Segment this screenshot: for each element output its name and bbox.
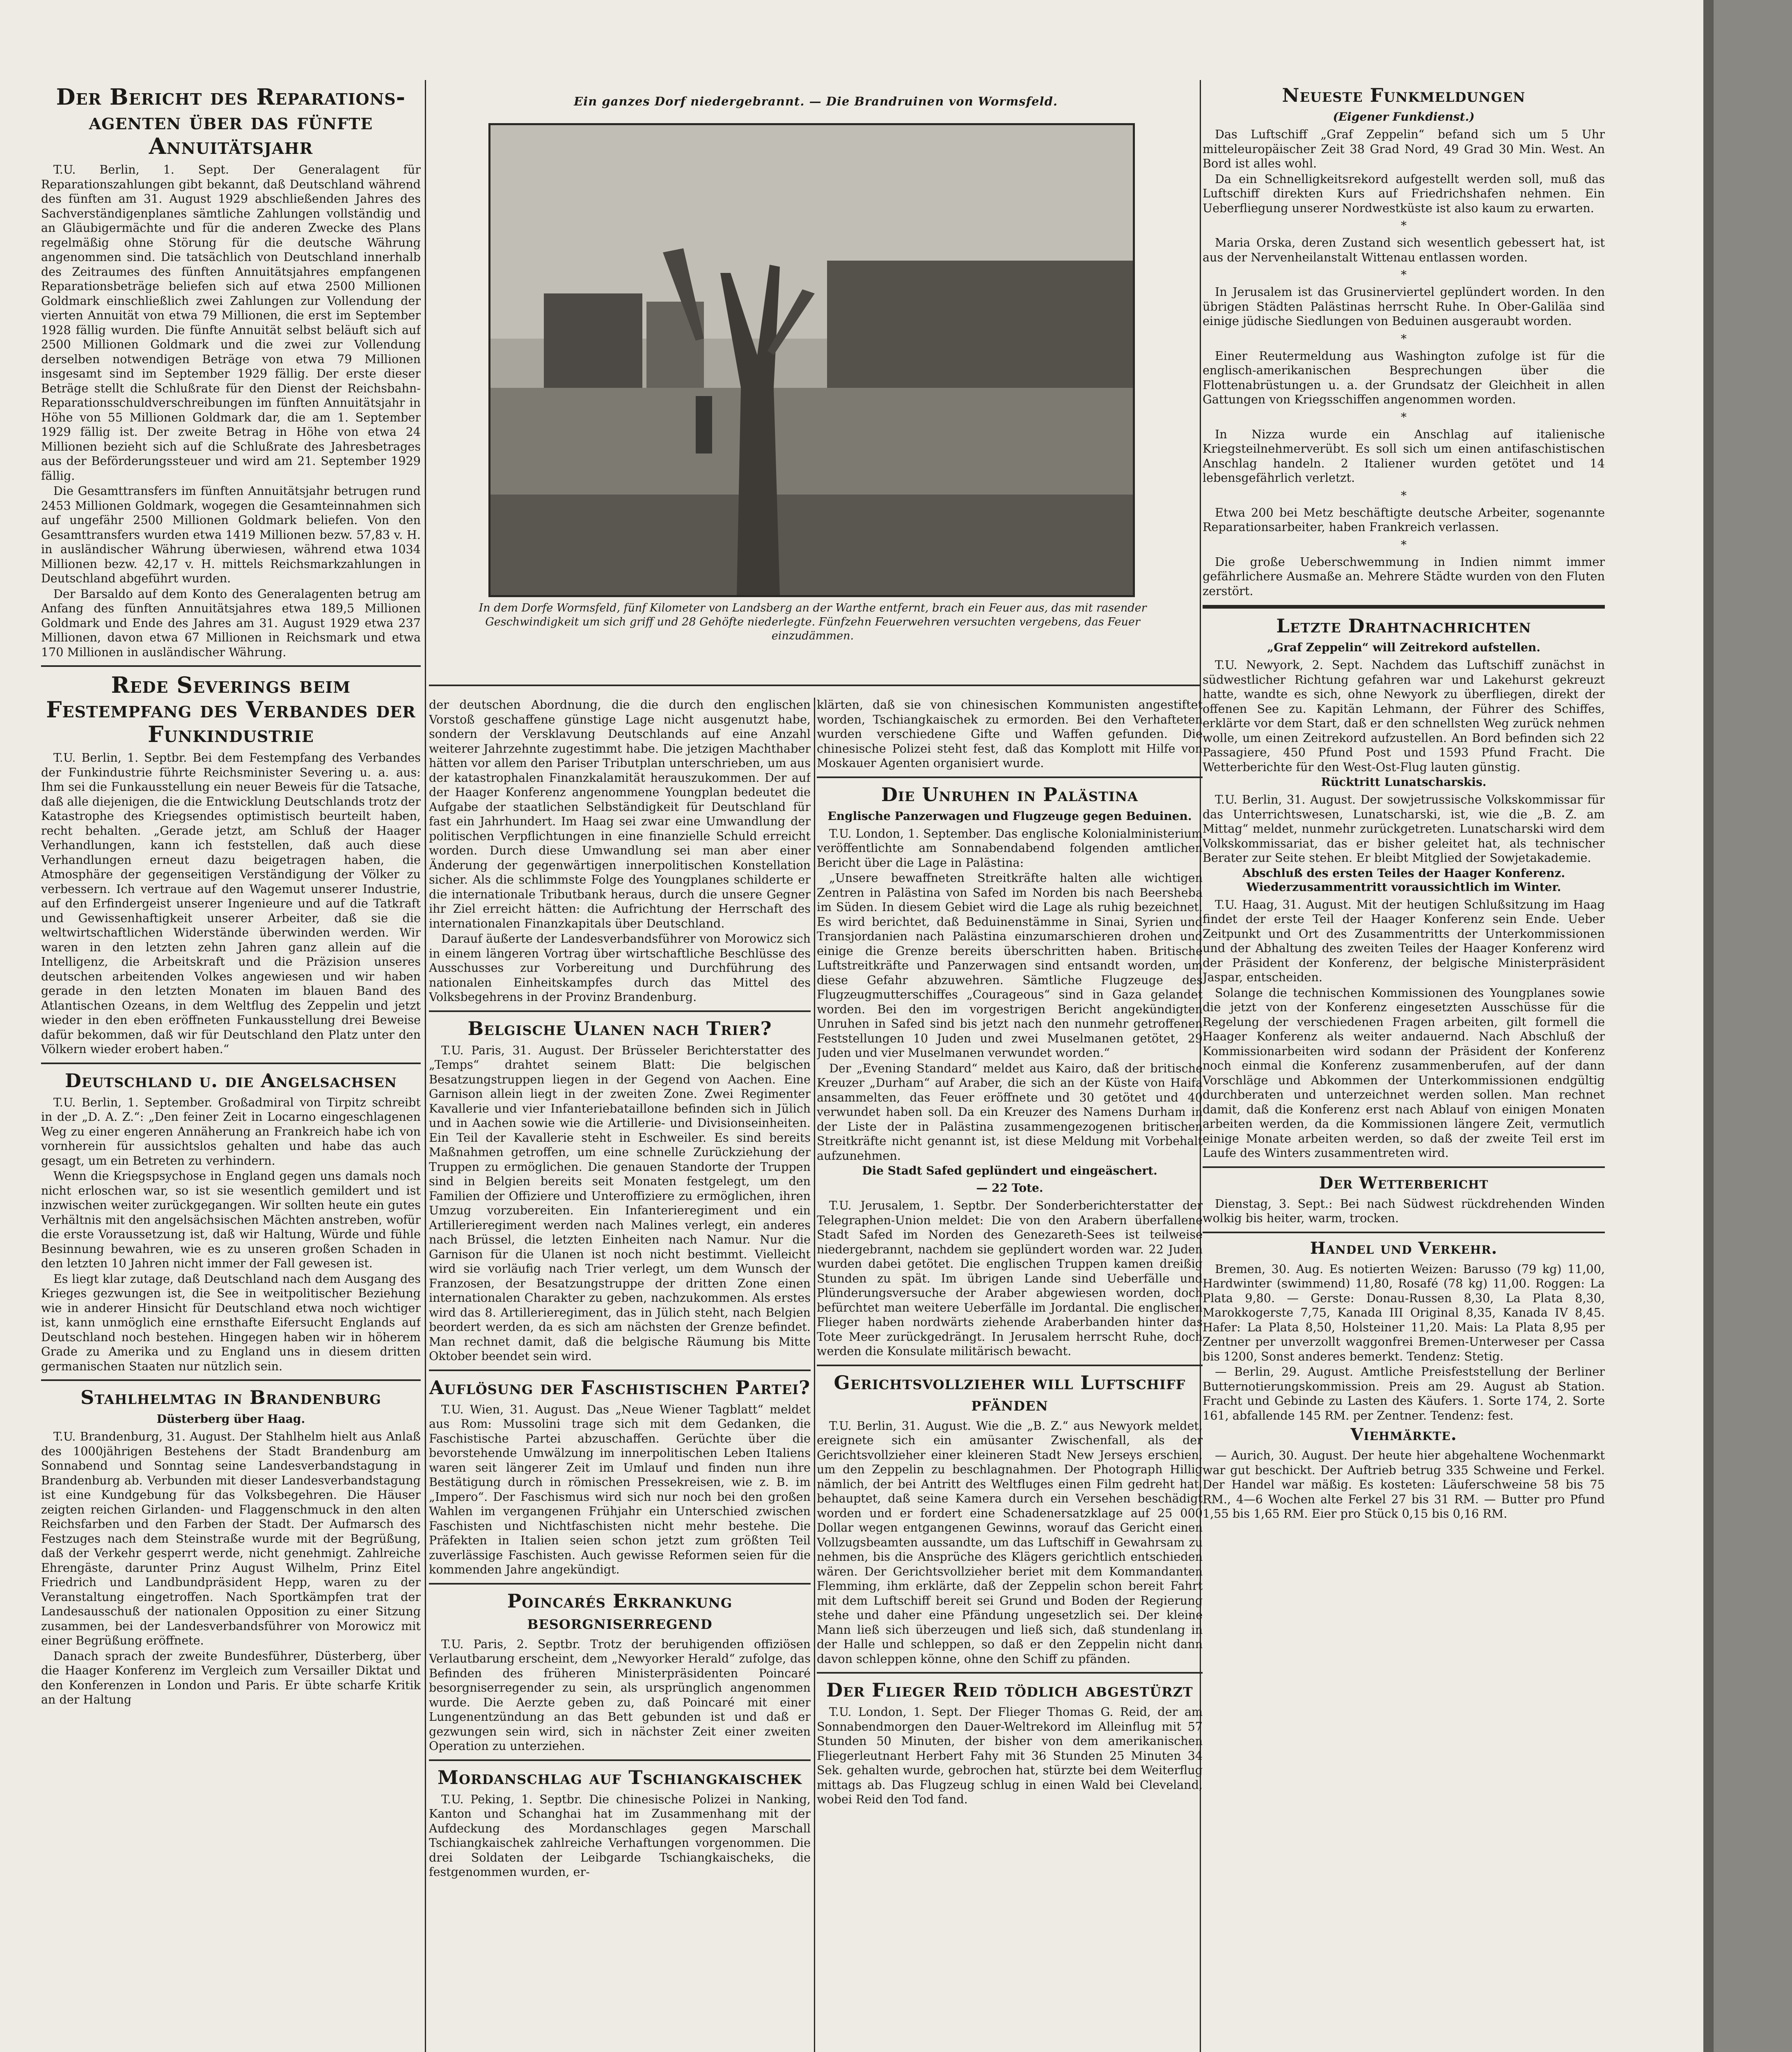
rule — [1203, 1166, 1605, 1168]
article-text: T.U. Peking, 1. Septbr. Die chinesische Polizei in Nanking, Kanton und Schanghai hat im Zusammenhang mit der Aufdeckung des Mordanschlages gegen Marschall Tschiangkaischek zahlreiche Verhaftungen vorgenommen. Die drei Soldaten der Leibgarde Tschiangkaischeks, die festgenommen wurden, er- — [429, 1792, 811, 1879]
article-text: T.U. Berlin, 31. August. Der sowjetrussische Volkskommissar für das Unterrichtswesen, Lunatscharski, ist, wie die „B. Z. am Mittag“ meldet, nunmehr zurückgetreten. Lunatscharski wird dem Volkskommissariat, das er bisher geleitet hat, als technischer Berater zur Seite stehen. Er bleibt Mitglied der Sowjetakademie. — [1203, 792, 1605, 865]
rule — [429, 1370, 811, 1371]
column-3 — [817, 698, 1203, 2052]
headline-belgische-ulanen: Belgische Ulanen nach Trier? — [467, 1017, 772, 1040]
subheadline: Abschluß des ersten Teiles der Haager Konferenz. Wiederzusammentritt voraussichtlich im Winter. — [1242, 866, 1565, 894]
article-text: T.U. London, 1. Sept. Der Flieger Thomas G. Reid, der am Sonnabendmorgen den Dauer-Weltrekord im Alleinflug mit 57 Stunden 50 Minuten, der bisher von dem amerikanischen Fliegerleutnant Herbert Fahy mit 36 Stunden 25 Minuten 34 Sek. gehalten wurde, gebrochen hat, stürzte bei dem Weiterflug mittags ab. Das Flugzeug schlug in einen Wald bei Cleveland, wobei Reid den Tod fand. — [817, 1705, 1203, 1806]
headline-luftschiff-pfaenden: Gerichtsvollzieher will Luftschiff pfänden — [834, 1371, 1186, 1415]
article-text: T.U. Jerusalem, 1. Septbr. Der Sonderberichterstatter der Telegraphen-Union meldet: Die von den Arabern überfallene Stadt Safed im Norden des Genezareth-Sees ist teilweise niedergebrannt, nachdem sie geplündert worden war. 22 Juden wurden dabei getötet. Die englischen Truppen kamen dreißig Stunden zu spät. Im übrigen Lande sind Ueberfälle und Plünderungsversuche der Araber abgewiesen worden, doch befürchtet man weitere Ueberfälle im Jordantal. Die englischen Flieger haben nordwärts ziehende Araberbanden hinter das Tote Meer zurückgedrängt. In Jerusalem herrscht Ruhe, doch werden die Konsulate militärisch bewacht. — [817, 1198, 1203, 1358]
headline-funkmeldungen: Neueste Funkmeldungen — [1282, 84, 1526, 106]
rule — [41, 665, 421, 667]
rule — [429, 1010, 811, 1012]
article-text: T.U. Berlin, 1. September. Großadmiral von Tirpitz schreibt in der „D. A. Z.“: „Den feiner Zeit in Locarno eingeschlagenen Weg zu einer engeren Annäherung an Frankreich habe ich von vornherein für aussichtslos gehalten und habe das auch gesagt, um ein Betreten zu verhindern. — [41, 1095, 421, 1168]
article-text: „Unsere bewaffneten Streitkräfte halten alle wichtigen Zentren in Palästina von Safed im Norden bis nach Beersheba im Süden. In diesem Gebiet wird die Lage als ruhig bezeichnet. Es wird berichtet, daß Beduinenstämme in Sinai, Syrien und Transjordanien nach Palästina einzumarschieren drohen und einige die Grenze bereits überschritten haben. Britische Luftstreitkräfte und Panzerwagen sind entsandt worden, um diese Gefahr abzuwehren. Sämtliche Flugzeuge des Flugzeugmutterschiffes „Courageous“ sind in Gaza gelandet worden. Bei den im vorgestrigen Bericht angekündigten Unruhen in Safed sind bis jetzt nach den nunmehr getroffenen Feststellungen 10 Juden und zwei Muselmanen getötet, 29 Juden und vier Muselmanen verwundet worden.“ — [817, 871, 1203, 1060]
headline-stahlhelmtag: Stahlhelmtag in Brandenburg — [80, 1386, 381, 1408]
article-text: der deutschen Abordnung, die die durch den englischen Vorstoß geschaffene günstige Lage nicht ausgenutzt habe, sondern der Versklavung Deutschlands auf eine Anzahl weiterer Jahrzehnte zugestimmt habe. Die jetzigen Machthaber hätten vor allem den Pariser Tributplan unterschrieben, um aus der katastrophalen Finanzkalamität herauszukommen. Der auf der Haager Konferenz angenommene Youngplan bedeutet die Aufgabe der staatlichen Selbständigkeit für Deutschland für fast ein Jahrhundert. Im Haag sei zwar eine Umwandlung der politischen Verpflichtungen in eine finanzielle Schuld erreicht worden. Durch diese Umwandlung sei man aber einer Änderung der gegenwärtigen innerpolitischen Konstellation sicher. Als die schlimmste Folge des Youngplanes schilderte er die internationale Tributbank heraus, durch die unsere Gegner ihr Ziel erreicht hätten: die Aufrichtung der Herrschaft des internationalen Finanzkapitals über Deutschland. — [429, 698, 811, 930]
subheadline: Die Stadt Safed geplündert und eingeäschert. — [862, 1164, 1157, 1177]
column-2 — [429, 698, 811, 2052]
photo-headline: Ein ganzes Dorf niedergebrannt. — Die Brandruinen von Wormsfeld. — [574, 94, 1058, 108]
subheadline: Düsterberg über Haag. — [156, 1412, 305, 1426]
separator-star: * — [1401, 268, 1407, 282]
article-text: T.U. Berlin, 1. Sept. Der Generalagent für Reparationszahlungen gibt bekannt, daß Deutschland während des fünften am 31. August 1929 abschließenden Jahres des Sachverständigenplanes sämtliche Zahlungen vollständig und an Gläubigermächte und für die anderen Zwecke des Plans regelmäßig ohne Störung für die deutsche Währung angenommen sind. Die tatsächlich von Deutschland innerhalb des Zeitraumes des fünften Annuitätsjahres empfangenen Reparationsbeträge beliefen sich auf etwa 2500 Millionen Goldmark einschließlich zwei Zahlungen zur Vollendung der vierten Annuität von etwa 79 Millionen, die erst im September 1928 fällig wurden. Die fünfte Annuität selbst beläuft sich auf 2500 Millionen Goldmark und die zwei zur Vollendung derselben notwendigen Beträge von etwa 79 Millionen insgesamt sind im September 1929 fällig. Der erste dieser Beträge stellt die Schlußrate für den Dienst der Reichsbahn-Reparationsschuldverschreibungen im fünften Annuitätsjahr in Höhe von 55 Millionen Goldmark dar, die am 1. September 1929 fällig ist. Der zweite Betrag in Höhe von etwa 24 Millionen bezieht sich auf die Schlußrate des Jahresbetrages aus der Beförderungssteuer und wird am 21. September 1929 fällig. — [41, 163, 421, 483]
market-report: — Berlin, 29. August. Amtliche Preisfeststellung der Berliner Butternotierungskommission. Preis am 29. August ab Station. Fracht und Gebinde zu Lasten des Käufers. 1. Sorte 174, 2. Sorte 161, abfallende 145 RM. per Zentner. Tendenz: fest. — [1203, 1365, 1605, 1422]
subheadline: (Eigener Funkdienst.) — [1333, 110, 1475, 124]
headline-viehmaerkte: Viehmärkte. — [1350, 1425, 1457, 1444]
subheadline: „Graf Zeppelin“ will Zeitrekord aufstellen. — [1267, 641, 1540, 654]
article-text: klärten, daß sie von chinesischen Kommunisten angestiftet worden, Tschiangkaischek zu ermorden. Bei den Verhafteten wurden verschiedene Gifte und Waffen gefunden. Die chinesische Polizei steht fest, daß das Komplott mit Hilfe von Moskauer Agenten organisiert wurde. — [817, 698, 1203, 770]
rule — [817, 1365, 1203, 1366]
article-text: Dienstag, 3. Sept.: Bei nach Südwest rückdrehenden Winden wolkig bis heiter, warm, trocken. — [1203, 1196, 1605, 1225]
headline-poincare: Poincarés Erkrankung besorgniserregend — [507, 1589, 733, 1633]
photo-illustration — [490, 125, 1133, 595]
article-text: Solange die technischen Kommissionen des Youngplanes sowie die jetzt von der Konferenz eingesetzten Ausschüsse für die Regelung der verschiedenen Fragen arbeiten, gilt formell die Haager Konferenz als weiter andauernd. Nach Abschluß der Kommissionarbeiten wird sodann der Präsident der Konferenz noch einmal die Konferenz zusammenberufen, auf der dann Vorschläge und Abkommen der Unterkommissionen endgültig durchberaten und unterzeichnet werden sollen. Man rechnet damit, daß die Konferenz erst nach Ablauf von einigen Monaten arbeiten werden, da die Kommissionen längere Zeit, vermutlich einige Monate arbeiten werden, so daß der zweite Teil erst im Laufe des Winters zusammentreten wird. — [1203, 985, 1605, 1160]
rule — [41, 1063, 421, 1064]
rule — [429, 1759, 811, 1761]
article-text: T.U. Brandenburg, 31. August. Der Stahlhelm hielt aus Anlaß des 1000jährigen Bestehens der Stadt Brandenburg am Sonnabend und Sonntag seine Landesverbandstagung in Brandenburg ab. Verbunden mit dieser Landesverbandstagung ist eine Kundgebung für das Volksbegehren. Die Häuser zeigten reichen Girlanden- und Flaggenschmuck in den alten Reichsfarben und den Farben der Stadt. Der Aufmarsch des Festzuges nach dem Steinstraße wurde mit der Begrüßung, daß der Verkehr gesperrt werde, nicht genehmigt. Zahlreiche Ehrengäste, darunter Prinz August Wilhelm, Prinz Eitel Friedrich und Landbundpräsident Hepp, waren zu der Veranstaltung eingetroffen. Nach Sportkämpfen trat der Landesausschuß der nationalen Opposition zu einer Sitzung zusammen, bei der Landesverbandsführer von Morowicz mit einer Begrüßung eröffnete. — [41, 1429, 421, 1647]
separator-star: * — [1401, 332, 1407, 346]
headline-reparations: Der Bericht des Reparations-agenten über das fünfte Annuitätsjahr — [56, 84, 406, 159]
subheadline: — 22 Tote. — [976, 1181, 1043, 1195]
separator-star: * — [1401, 488, 1407, 502]
article-text: T.U. Berlin, 1. Septbr. Bei dem Festempfang des Verbandes der Funkindustrie führte Reichsminister Severing u. a. aus: Ihm sei die Funkausstellung ein neuer Beweis für die Tatsache, daß alle diejenigen, die die Entwicklung Deutschlands trotz der Katastrophe des Kriegsendes optimistisch beurteilt haben, recht behalten. „Gerade jetzt, am Schluß der Haager Verhandlungen, kann ich feststellen, daß auch diese Verhandlungen erneut dazu beigetragen haben, die Atmosphäre der gegenseitigen Verständigung der Völker zu verbessern. Ich vertraue auf den Wagemut unserer Industrie, auf den Erfindergeist unserer Ingenieure und auf die Tatkraft und Gewissenhaftigkeit unserer Arbeiter, daß sie die weltwirtschaftlichen Widerstände überwinden werden. Wir waren in den letzten zehn Jahren ganz allein auf die Intelligenz, die Arbeitskraft und die Präzision unseres deutschen arbeitenden Volkes angewiesen und wir haben gerade in den letzten Monaten im blauen Band des Atlantischen Ozeans, in dem Weltflug des Zeppelin und jetzt wieder in den eben eröffneten Funkausstellung drei Beweise dafür bekommen, daß wir für Deutschland den Platz unter den Völkern wieder erobert haben.“ — [41, 751, 421, 1056]
rule — [817, 1672, 1203, 1674]
headline-wetterbericht: Der Wetterbericht — [1319, 1173, 1489, 1193]
news-item: Die große Ueberschwemmung in Indien nimmt immer gefährlichere Ausmaße an. Mehrere Städte wurden von den Fluten zerstört. — [1203, 554, 1605, 598]
news-item: Einer Reutermeldung aus Washington zufolge ist für die englisch-amerikanischen Besprechungen über die Flottenabrüstungen u. a. der Grundsatz der Gleichheit in allen Gattungen von Kriegsschiffen angenommen worden. — [1203, 348, 1605, 406]
rule — [1203, 1232, 1605, 1233]
article-text: T.U. Newyork, 2. Sept. Nachdem das Luftschiff zunächst in südwestlicher Richtung gefahren war und Lakehurst gekreuzt hatte, wandte es sich, ohne Newyork zu überfliegen, direkt der offenen See zu. Kapitän Lehmann, der Führer des Schiffes, erklärte vor dem Start, daß er den schnellsten Weg zurück nehmen wolle, um einen Zeitrekord aufzustellen. An Bord befinden sich 22 Passagiere, 450 Pfund Post und 1593 Pfund Fracht. Die Wetterberichte für den West-Ost-Flug lauten günstig. — [1203, 658, 1605, 774]
market-report: Bremen, 30. Aug. Es notierten Weizen: Barusso (79 kg) 11,00, Hardwinter (swimmend) 11,80, Rosafé (78 kg) 11,00. Roggen: La Plata 9,80. — Gerste: Donau-Russen 8,30, La Plata 8,30, Marokkogerste 7,75, Kanada III Original 8,35, Kanada IV 8,45. Hafer: La Plata 8,50, Holsteiner 11,20. Mais: La Plata 8,95 per Zentner per unverzollt waggonfrei Bremen-Unterweser per Cassa bis 1200, Sonst anderes bemerkt. Tendenz: Stetig. — [1203, 1262, 1605, 1363]
separator-star: * — [1401, 410, 1407, 424]
headline-drahtnachrichten: Letzte Drahtnachrichten — [1276, 615, 1531, 637]
separator-star: * — [1401, 538, 1407, 552]
market-report: — Aurich, 30. August. Der heute hier abgehaltene Wochenmarkt war gut beschickt. Der Auftrieb betrug 335 Schweine und Ferkel. Der Handel war mäßig. Es kosteten: Läuferschweine 58 bis 75 RM., 4—6 Wochen alte Ferkel 27 bis 31 RM. — Butter pro Pfund 1,55 bis 1,65 RM. Eier pro Stück 0,15 bis 0,16 RM. — [1203, 1448, 1605, 1521]
rule — [41, 1379, 421, 1381]
headline-handel: Handel und Verkehr. — [1310, 1238, 1498, 1258]
news-item: Das Luftschiff „Graf Zeppelin“ befand sich um 5 Uhr mitteleuropäischer Zeit 38 Grad Nord, 49 Grad 30 Min. West. An Bord ist alles wohl. — [1203, 127, 1605, 170]
article-text: T.U. Wien, 31. August. Das „Neue Wiener Tagblatt“ meldet aus Rom: Mussolini trage sich mit dem Gedanken, die Faschistische Partei abzuschaffen. Gerüchte über die bevorstehende Umwälzung im innerpolitischen Leben Italiens waren seit längerer Zeit im Umlauf und finden nun ihre Bestätigung durch in römischen Pressekreisen, wie z. B. im „Impero“. Der Faschismus wird sich nur noch bei den großen Wahlen im vergangenen Frühjahr ein Unterschied zwischen Faschisten und Nichtfaschisten nicht mehr bestehe. Die Präfekten in Italien seien schon jetzt zum größten Teil zuverlässige Faschisten. Auch gewisse Reformen seien für die kommenden Jahre angekündigt. — [429, 1402, 811, 1576]
news-item: Maria Orska, deren Zustand sich wesentlich gebessert hat, ist aus der Nervenheilanstalt Wittenau entlassen worden. — [1203, 236, 1605, 264]
subheadline: Rücktritt Lunatscharskis. — [1321, 775, 1487, 789]
news-item: Da ein Schnelligkeitsrekord aufgestellt werden soll, muß das Luftschiff direkten Kurs auf Friedrichshafen nehmen. Ein Ueberfliegung unserer Nordwestküste ist also kaum zu erwarten. — [1203, 172, 1605, 215]
scan-shadow — [1703, 0, 1714, 2052]
news-item: Etwa 200 bei Metz beschäftigte deutsche Arbeiter, sogenannte Reparationsarbeiter, haben Frankreich verlassen. — [1203, 505, 1605, 534]
rule — [429, 685, 1201, 686]
headline-angelsachsen: Deutschland u. die Angelsachsen — [65, 1069, 397, 1092]
article-text: T.U. Berlin, 31. August. Wie die „B. Z.“ aus Newyork meldet, ereignete sich ein amüsanter Zwischenfall, als der Gerichtsvollzieher einer kleineren Stadt New Jerseys erschien, um den Zeppelin zu beschlagnahmen. Der Photograph Hillig nämlich, der bei Antritt des Weltfluges einen Film gedreht hat, behauptet, daß seine Kamera durch ein Versehen beschädigt worden und er fordert eine Schadenersatzklage auf 25 000 Dollar wegen entgangenen Gewinns, worauf das Gericht einen Vollzugsbeamten aussandte, um das Luftschiff in Gewahrsam zu nehmen, bis die Ansprüche des Klägers gerichtlich entschieden wären. Der Gerichtsvollzieher beriet mit dem Kommandanten Flemming, ihm erklärte, daß der Zeppelin schon bereit Fahrt mit dem Luftschiff bereit sei Grund und Boden der Regierung stehe und daher eine Pfändung ungesetzlich sei. Der kleine Mann ließ sich überzeugen und ließ sich, daß stundenlang in der Halle und schleppen, so daß er den Zeppelin nicht dann davon schleppen könne, ohne den Schiff zu pfänden. — [817, 1418, 1203, 1666]
column-4 — [1203, 82, 1605, 2052]
article-text: Wenn die Kriegspsychose in England gegen uns damals noch nicht erloschen war, so ist sie wesentlich gemildert und ist inzwischen weiter zurückgegangen. Wir sollten heute ein gutes Verhältnis mit den angelsächsischen Mächten anstreben, wofür die erste Voraussetzung ist, daß wir Haltung, Würde und fühle Besinnung bewahren, wie es zu unseren großen Schaden in den letzten 10 Jahren nicht immer der Fall gewesen ist. — [41, 1169, 421, 1270]
article-text: T.U. Paris, 31. August. Der Brüsseler Berichterstatter des „Temps“ drahtet seinem Blatt: Die belgischen Besatzungstruppen liegen in der Gegend von Aachen. Eine Garnison allein liegt in der zweiten Zone. Zwei Regimenter Kavallerie und vier Infanteriebataillone befinden sich in Jülich und in Aachen sowie wie die Artillerie- und Divisionseinheiten. Ein Teil der Kavallerie steht in Eschweiler. Es sind bereits Maßnahmen getroffen, um eine schnelle Zurückziehung der Truppen zu ermöglichen. Die genauen Standorte der Truppen sind in Belgien bereits seit Monaten festgelegt, um den Familien der Offiziere und Unteroffiziere zu ermöglichen, ihren Umzug vorzubereiten. Ein Infanterieregiment und ein Artillerieregiment werden nach Malines verlegt, ein anderes nach Brüssel, die letzten Einheiten nach Namur. Nur die Garnison für die Ulanen ist noch nicht bestimmt. Vielleicht wird sie vorläufig nach Trier verlegt, um dem Wunsch der Franzosen, der Besatzungstruppe der dritten Zone einen internationalen Charakter zu geben, nachzukommen. Als erstes wird das 8. Artillerieregiment, das in Jülich steht, nach Belgien beordert werden, da es sich am nächsten der Grenze befindet. Man rechnet damit, daß die belgische Räumung bis Mitte Oktober beendet sein wird. — [429, 1043, 811, 1363]
article-text: Die Gesamttransfers im fünften Annuitätsjahr betrugen rund 2453 Millionen Goldmark, wogegen die Gesamteinnahmen sich auf ungefähr 2500 Millionen Goldmark beliefen. Von den Gesamttransfers wurden etwa 1419 Millionen bezw. 57,83 v. H. in ausländischer Währung überwiesen, während etwa 1034 Millionen bezw. 42,17 v. H. mittels Reichsmarkzahlungen in Deutschland abgeführt wurden. — [41, 484, 421, 585]
article-text: Es liegt klar zutage, daß Deutschland nach dem Ausgang des Krieges gezwungen ist, die See in weitpolitischer Beziehung wie in anderer Hinsicht für Deutschland etwa noch wichtiger ist, kann unmöglich eine ernsthafte Eifersucht Englands auf Deutschland noch bestehen. Hingegen haben wir in höherem Grade zu Amerika und zu England uns in diesem dritten germanischen Staaten nur nützlich sein. — [41, 1271, 421, 1373]
headline-faschistische-partei: Auflösung der Faschistischen Partei? — [429, 1376, 811, 1399]
article-text: T.U. London, 1. September. Das englische Kolonialministerium veröffentlichte am Sonnabendabend folgenden amtlichen Bericht über die Lage in Palästina: — [817, 826, 1203, 870]
article-text: Darauf äußerte der Landesverbandsführer von Morowicz sich in einem längeren Vortrag über wirtschaftliche Beschlüsse des Ausschusses zur Vorbereitung und Durchführung des nationalen Einheitskampfes durch das Mittel des Volksbegehrens in der Provinz Brandenburg. — [429, 932, 811, 1004]
separator-star: * — [1401, 219, 1407, 232]
article-text: Der Barsaldo auf dem Konto des Generalagenten betrug am Anfang des fünften Annuitätsjahres etwa 189,5 Millionen Goldmark und Ende des Jahres am 31. August 1929 etwa 237 Millionen, davon etwa 67 Millionen in Reichsmark und etwa 170 Millionen in ausländischer Währung. — [41, 586, 421, 659]
rule — [817, 776, 1203, 778]
rule — [429, 1583, 811, 1585]
rule — [1203, 605, 1605, 609]
subheadline: Englische Panzerwagen und Flugzeuge gegen Beduinen. — [827, 809, 1192, 823]
headline-severing: Rede Severings beim Festempfang des Verbandes der Funkindustrie — [46, 672, 416, 747]
headline-palaestina: Die Unruhen in Palästina — [881, 783, 1138, 806]
news-item: In Nizza wurde ein Anschlag auf italienische Kriegsteilnehmerverübt. Es soll sich um einen antifaschistischen Anschlag handeln. 2 Italiener wurden getötet und 14 lebensgefährlich verletzt. — [1203, 427, 1605, 485]
fire-ruins-photo — [488, 123, 1135, 597]
article-text: Der „Evening Standard“ meldet aus Kairo, daß der britische Kreuzer „Durham“ auf Araber, die sich an der Küste von Haifa ansammelten, das Feuer eröffnete und 30 getötet und 40 verwundet haben soll. Da ein Kreuzer des Namens Durham in der Liste der in Palästina zusammengezogenen britischen Streitkräfte nicht genannt ist, ist diese Meldung mit Vorbehalt aufzunehmen. — [817, 1061, 1203, 1163]
headline-flieger-reid: Der Flieger Reid tödlich abgestürzt — [826, 1679, 1193, 1701]
article-text: Danach sprach der zweite Bundesführer, Düsterberg, über die Haager Konferenz im Vergleich zum Versailler Diktat und den Konferenzen in London und Paris. Er übte scharfe Kritik an der Haltung — [41, 1649, 421, 1706]
article-text: T.U. Paris, 2. Septbr. Trotz der beruhigenden offiziösen Verlautbarung erscheint, dem „Newyorker Herald“ zufolge, das Befinden des früheren Ministerpräsidenten Poincaré besorgniserregender zu sein, als ursprünglich angenommen wurde. Die Aerzte geben zu, daß Poincaré mit einer Lungenentzündung an das Bett gebunden ist und daß er gezwungen sein wird, sich in nächster Zeit einer zweiten Operation zu unterziehen. — [429, 1637, 811, 1753]
column-1 — [41, 82, 421, 2052]
article-text: T.U. Haag, 31. August. Mit der heutigen Schlußsitzung im Haag findet der erste Teil der Haager Konferenz sein Ende. Ueber Zeitpunkt und Ort des Zusammentritts der Unterkommissionen und der Abhaltung des zweiten Teiles der Haager Konferenz wird der Präsident der Konferenz, der belgische Ministerpräsident Jaspar, entscheiden. — [1203, 897, 1605, 984]
scan-border — [1714, 0, 1792, 2052]
photo-caption: In dem Dorfe Wormsfeld, fünf Kilometer von Landsberg an der Warthe entfernt, brach ein Feuer aus, das mit rasender Geschwindigkeit um sich griff und 28 Gehöfte niederlegte. Fünfzehn Feuerwehren versuchten vergebens, das Feuer einzudämmen. — [479, 602, 1147, 642]
news-item: In Jerusalem ist das Grusinerviertel geplündert worden. In den übrigen Städten Palästinas herrscht Ruhe. In Ober-Galiläa sind einige jüdische Siedlungen von Beduinen ausgeraubt worden. — [1203, 285, 1605, 328]
headline-tschiangkaischek: Mordanschlag auf Tschiangkaischek — [438, 1766, 802, 1789]
column-rule — [425, 80, 426, 2052]
column-rule — [814, 698, 815, 2052]
